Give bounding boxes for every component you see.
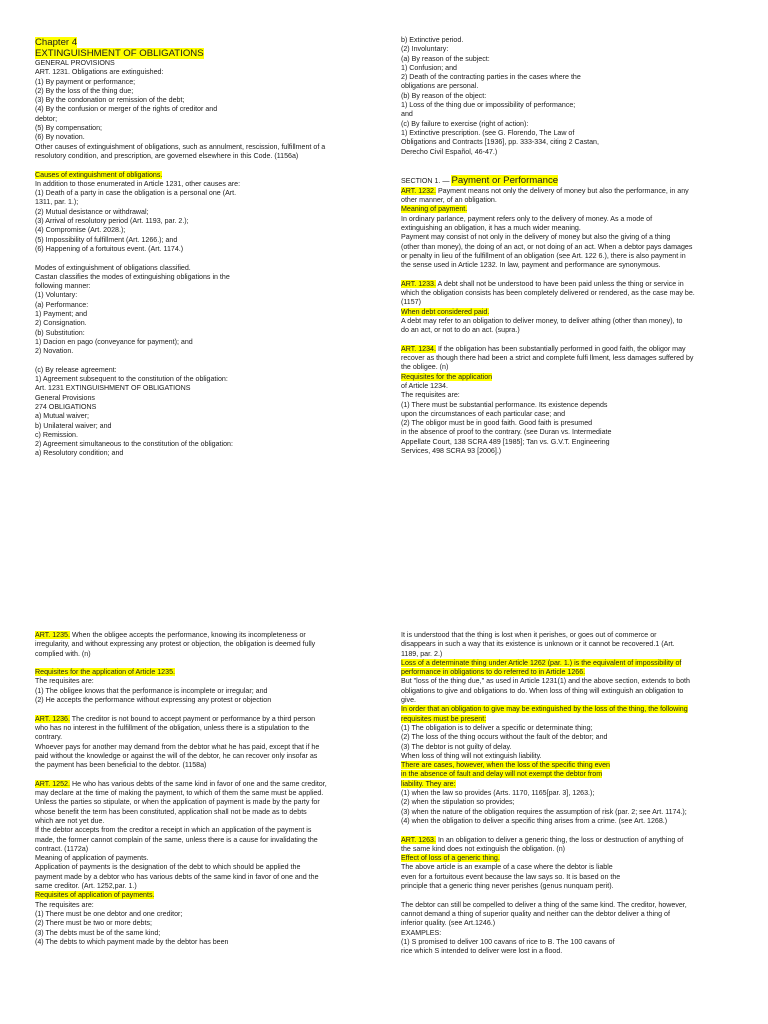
text-line: (3) The debtor is not guilty of delay. [401, 742, 512, 751]
text-line: principle that a generic thing never perishes (genus nunquam perit). [401, 882, 614, 891]
text-line: disappears in such a way that its existence is unknown or it cannot be recovered.1 (Art. [401, 640, 675, 649]
text-line: (4) The debts to which payment made by the debtor has been [35, 937, 229, 946]
text-line: (5) By compensation; [35, 124, 103, 133]
text-line: (1157) [401, 298, 421, 307]
text-line: or penalty in lieu of the fulfillment of an obligation (see Art. 122 6.), there is also payment in [401, 251, 686, 260]
highlighted-text-line: EXTINGUISHMENT OF OBLIGATIONS [35, 48, 204, 59]
highlighted-text-line: Chapter 4 [35, 37, 78, 48]
highlighted-text-line: ART. 1232. Payment means not only the delivery of money but also the performance, in any [401, 186, 689, 195]
text-line: (6) Happening of a fortuitous event. (Art. 1174.) [35, 244, 184, 253]
text-line: the same kind does not extinguish the obligation. (n) [401, 844, 566, 853]
text-line: In ordinary parlance, payment refers only to the delivery of money. As a mode of [401, 214, 653, 223]
blank-line [401, 336, 741, 345]
highlighted-text-line: Loss of a determinate thing under Article 1262 (par. 1.) is the equivalent of impossibility of [401, 658, 682, 667]
text-line: (1) The obligee knows that the performance is incomplete or irregular; and [35, 686, 268, 695]
text-line: irregularity, and without expressing any protest or objection, the obligation is deemed fully [35, 640, 316, 649]
text-line: General Provisions [35, 393, 95, 402]
text-line: (2) Mutual desistance or withdrawal; [35, 207, 149, 216]
blank-line [35, 770, 375, 779]
text-line: the payment has been beneficial to the debtor. (1158a) [35, 761, 207, 770]
text-line: (2) He accepts the performance without expressing any protest or objection [35, 696, 272, 705]
text-line: Payment may consist of not only in the delivery of money but also the giving of a thing [401, 233, 671, 242]
text-line: same creditor. (Art. 1252,par. 1.) [35, 882, 137, 891]
text-line: (a) Performance: [35, 300, 89, 309]
text-line: (c) By failure to exercise (right of action): [401, 119, 529, 128]
text-line: EXAMPLES: [401, 928, 442, 937]
text-line: GENERAL PROVISIONS [35, 59, 115, 67]
highlighted-text-line: ART. 1252. He who has various debts of the same kind in favor of one and the same creditor, [35, 779, 327, 788]
text-line: Art. 1231 EXTINGUISHMENT OF OBLIGATIONS [35, 384, 191, 393]
text-line: contract. (1172a) [35, 844, 89, 853]
highlighted-text-line: There are cases, however, when the loss of the specific thing even [401, 761, 610, 770]
text-line: Modes of extinguishment of obligations classified. [35, 263, 191, 272]
text-line: obligations are personal. [401, 82, 479, 91]
text-line: debtor; [35, 114, 58, 123]
text-line: rice which S intended to deliver were lost in a flood. [401, 947, 563, 956]
text-line: 2) Consignation. [35, 319, 87, 328]
text-line: Unless the parties so stipulate, or when the application of payment is made by the party for [35, 798, 320, 807]
text-line: which the obligation consists has been completely delivered or rendered, as the case may be. [401, 289, 695, 298]
text-line: (3) when the nature of the obligation requires the assumption of risk (par. 2; see Art. 1174.); [401, 807, 687, 816]
text-line: The debtor can still be compelled to deliver a thing of the same kind. The creditor, however, [401, 900, 687, 909]
text-line: (3) Arrival of resolutory period (Art. 1193, par. 2.); [35, 217, 189, 226]
text-line: In addition to those enumerated in Article 1231, other causes are: [35, 179, 241, 188]
text-line: The requisites are: [35, 677, 94, 686]
text-line: The requisites are: [35, 900, 94, 909]
highlighted-text-line: Requisites of application of payments. [35, 891, 155, 900]
text-line: other manner, of an obligation. [401, 196, 497, 205]
text-line: Whoever pays for another may demand from the debtor what he has paid, except that if he [35, 742, 320, 751]
text-line: complied with. (n) [35, 649, 91, 658]
text-line: (1) By payment or performance; [35, 77, 136, 86]
text-line: c) Remission. [35, 430, 78, 439]
text-line: a) Mutual waiver; [35, 412, 90, 421]
text-line: Obligations and Contracts [1936], pp. 333-334, citing 2 Castan, [401, 138, 599, 147]
blank-line [401, 826, 741, 835]
text-line: extinguishing an obligation, it has a much wider meaning. [401, 223, 581, 232]
text-line: (a) By reason of the subject: [401, 54, 490, 63]
text-line: payment made by a debtor who has various debts of the same kind in favor of one and the [35, 872, 319, 881]
text-line: But "loss of the thing due," as used in Article 1231(1) and the above section, extends to both [401, 677, 690, 686]
text-line: contrary. [35, 733, 63, 742]
text-line: and [401, 110, 413, 119]
text-line: (3) By the condonation or remission of the debt; [35, 96, 185, 105]
text-line: following manner: [35, 282, 91, 291]
text-line: b) Unilateral waiver; and [35, 421, 112, 430]
text-line: (1) Death of a party in case the obligation is a personal one (Art. [35, 189, 237, 198]
highlighted-text-line: ART. 1233. A debt shall not be understood to have been paid unless the thing or service in [401, 279, 684, 288]
text-line: Derecho Civil Español, 46-47.) [401, 147, 498, 156]
highlighted-text-line: When debt considered paid. [401, 307, 490, 316]
text-line: recover as though there had been a strict and complete fulfi llment, less damages suffered by [401, 354, 694, 363]
text-line: 1311, par. 1.); [35, 198, 79, 207]
text-line: (2) Involuntary: [401, 45, 449, 54]
blank-line [35, 254, 375, 263]
highlighted-text-line: Requisites for the application [401, 372, 493, 381]
text-line: cannot demand a thing of superior quality and neither can the debtor deliver a thing of [401, 909, 670, 918]
text-line: The requisites are: [401, 391, 460, 400]
text-line: (4) when the obligation to deliver a specific thing arises from a crime. (see Art. 1268.) [401, 816, 668, 825]
text-line: (3) The debts must be of the same kind; [35, 928, 161, 937]
text-line: in the absence of proof to the contrary. (see Duran vs. Intermediate [401, 428, 612, 437]
text-line: of Article 1234. [401, 381, 448, 390]
text-line: (1) when the law so provides (Arts. 1170, 1165[par. 3], 1263.); [401, 789, 595, 798]
text-line: do an act, or not to do an act. (supra.) [401, 326, 520, 335]
text-line: (4) By the confusion or merger of the rights of creditor and [35, 105, 218, 114]
text-line: (5) Impossibility of fulfillment (Art. 1266.); and [35, 235, 178, 244]
text-line: If the debtor accepts from the creditor a receipt in which an application of the payment is [35, 826, 312, 835]
highlighted-text-line: requisites must be present: [401, 714, 487, 723]
text-line: 1) Payment; and [35, 310, 88, 319]
text-line: who has no interest in the fulfillment of the obligation, unless there is a stipulation to the [35, 723, 310, 732]
text-line: even for a fortuitous event because the law says so. It is based on the [401, 872, 621, 881]
highlighted-text-line: Effect of loss of a generic thing. [401, 854, 500, 863]
text-line: 1) Confusion; and [401, 63, 457, 72]
text-line: (b) Substitution: [35, 328, 85, 337]
highlighted-text-line: In order that an obligation to give may be extinguished by the loss of the thing, the following [401, 705, 688, 714]
blank-line [401, 157, 741, 166]
text-line: whose benefit the term has been constituted, application shall not be made as to debts [35, 807, 307, 816]
text-line: give. [401, 696, 416, 705]
text-line: (2) when the stipulation so provides; [401, 798, 515, 807]
text-line: b) Extinctive period. [401, 36, 464, 44]
blank-line [401, 270, 741, 279]
text-line: (1) Voluntary: [35, 291, 78, 300]
text-line: A debt may refer to an obligation to deliver money, to deliver athing (other than money), to [401, 316, 683, 325]
text-line: ART. 1231. Obligations are extinguished: [35, 68, 164, 77]
text-line: Application of payments is the designation of the debt to which should be applied the [35, 863, 301, 872]
text-line: (1) The obligation is to deliver a specific or determinate thing; [401, 723, 593, 732]
highlighted-text-line: Requisites for the application of Article 1235. [35, 668, 175, 677]
text-line: resolutory condition, and prescription, are governed elsewhere in this Code. (1156a) [35, 151, 299, 160]
text-line: (6) By novation. [35, 133, 85, 142]
highlighted-text-line: in the absence of fault and delay will not exempt the debtor from [401, 770, 603, 779]
text-line: may declare at the time of making the payment, to which of them the same must be applied. [35, 789, 324, 798]
highlighted-text-line: ART. 1235. When the obligee accepts the performance, knowing its incompleteness or [35, 631, 306, 639]
blank-line [401, 166, 741, 175]
text-line: (2) The obligor must be in good faith. Good faith is presumed [401, 419, 593, 428]
text-line: 1189, par. 2.) [401, 649, 443, 658]
blank-line [401, 891, 741, 900]
highlighted-text-line: ART. 1234. If the obligation has been substantially performed in good faith, the obligor may [401, 344, 686, 353]
text-line: made, the former cannot complain of the same, unless there is a cause for invalidating the [35, 835, 318, 844]
column-top-right [401, 36, 741, 456]
text-line: The above article is an example of a case where the debtor is liable [401, 863, 613, 872]
column-bottom-right [401, 631, 741, 956]
text-line: 1) Dacion en pago (conveyance for payment); and [35, 337, 193, 346]
text-line: (2) The loss of the thing occurs without the fault of the debtor; and [401, 733, 608, 742]
text-line: It is understood that the thing is lost when it perishes, or goes out of commerce or [401, 631, 657, 639]
highlighted-text-line: liability. They are: [401, 779, 456, 788]
highlighted-text-line: SECTION 1. — Payment or Performance [401, 175, 559, 187]
text-line: (2) By the loss of the thing due; [35, 86, 134, 95]
text-line: 1) Loss of the thing due or impossibility of performance; [401, 101, 576, 110]
text-line: (b) By reason of the object: [401, 91, 487, 100]
text-line: (1) There must be substantial performance. Its existence depends [401, 400, 608, 409]
column-top-left [35, 37, 375, 459]
text-line: 274 OBLIGATIONS [35, 402, 97, 411]
text-line: paid without the knowledge or against the will of the debtor, he can recover only insofar as [35, 751, 318, 760]
text-line: (other than money), the doing of an act, or not doing of an act. When a debtor pays damages [401, 242, 693, 251]
text-line: When loss of thing will not extinguish liability. [401, 751, 542, 760]
text-line: Other causes of extinguishment of obligations, such as annulment, rescission, fulfillment of a [35, 142, 326, 151]
column-bottom-left [35, 631, 375, 947]
text-line: 2) Agreement simultaneous to the constitution of the obligation: [35, 440, 233, 449]
text-line: which are not yet due. [35, 816, 105, 825]
text-line: (c) By release agreement: [35, 365, 117, 374]
highlighted-text-line: performance in obligations to do referred to in Article 1266. [401, 668, 586, 677]
highlighted-text-line: ART. 1263. In an obligation to deliver a generic thing, the loss or destruction of anything of [401, 835, 684, 844]
text-line: the sense used in Article 1232. In law, payment and performance are synonymous. [401, 261, 661, 270]
blank-line [35, 705, 375, 714]
text-line: (1) S promised to deliver 100 cavans of rice to B. The 100 cavans of [401, 937, 615, 946]
blank-line [35, 357, 375, 366]
highlighted-text-line: Causes of extinguishment of obligations. [35, 170, 163, 179]
blank-line [35, 659, 375, 668]
text-line: Services, 498 SCRA 93 [2006].) [401, 447, 502, 456]
text-line: 1) Agreement subsequent to the constitution of the obligation: [35, 375, 228, 384]
blank-line [35, 161, 375, 170]
text-line: the obligee. (n) [401, 363, 449, 372]
text-line: 2) Death of the contracting parties in the cases where the [401, 73, 581, 82]
highlighted-text-line: Meaning of payment. [401, 205, 468, 214]
text-line: (4) Compromise (Art. 2028.); [35, 226, 126, 235]
text-line: Appellate Court, 138 SCRA 489 [1985]; Tan vs. G.V.T. Engineering [401, 437, 610, 446]
text-line: (2) There must be two or more debts; [35, 919, 152, 928]
highlighted-text-line: ART. 1236. The creditor is not bound to accept payment or performance by a third person [35, 714, 316, 723]
text-line: 1) Extinctive prescription. (see G. Florendo, The Law of [401, 128, 575, 137]
text-line: (1) There must be one debtor and one creditor; [35, 909, 183, 918]
text-line: Castan classifies the modes of extinguishing obligations in the [35, 272, 230, 281]
text-line: Meaning of application of payments. [35, 854, 149, 863]
text-line: obligations to give and obligations to do. When loss of thing will extinguish an obligation to [401, 686, 684, 695]
text-line: 2) Novation. [35, 347, 74, 356]
text-line: a) Resolutory condition; and [35, 449, 124, 458]
text-line: inferior quality. (see Art.1246.) [401, 919, 496, 928]
text-line: upon the circumstances of each particular case; and [401, 409, 566, 418]
